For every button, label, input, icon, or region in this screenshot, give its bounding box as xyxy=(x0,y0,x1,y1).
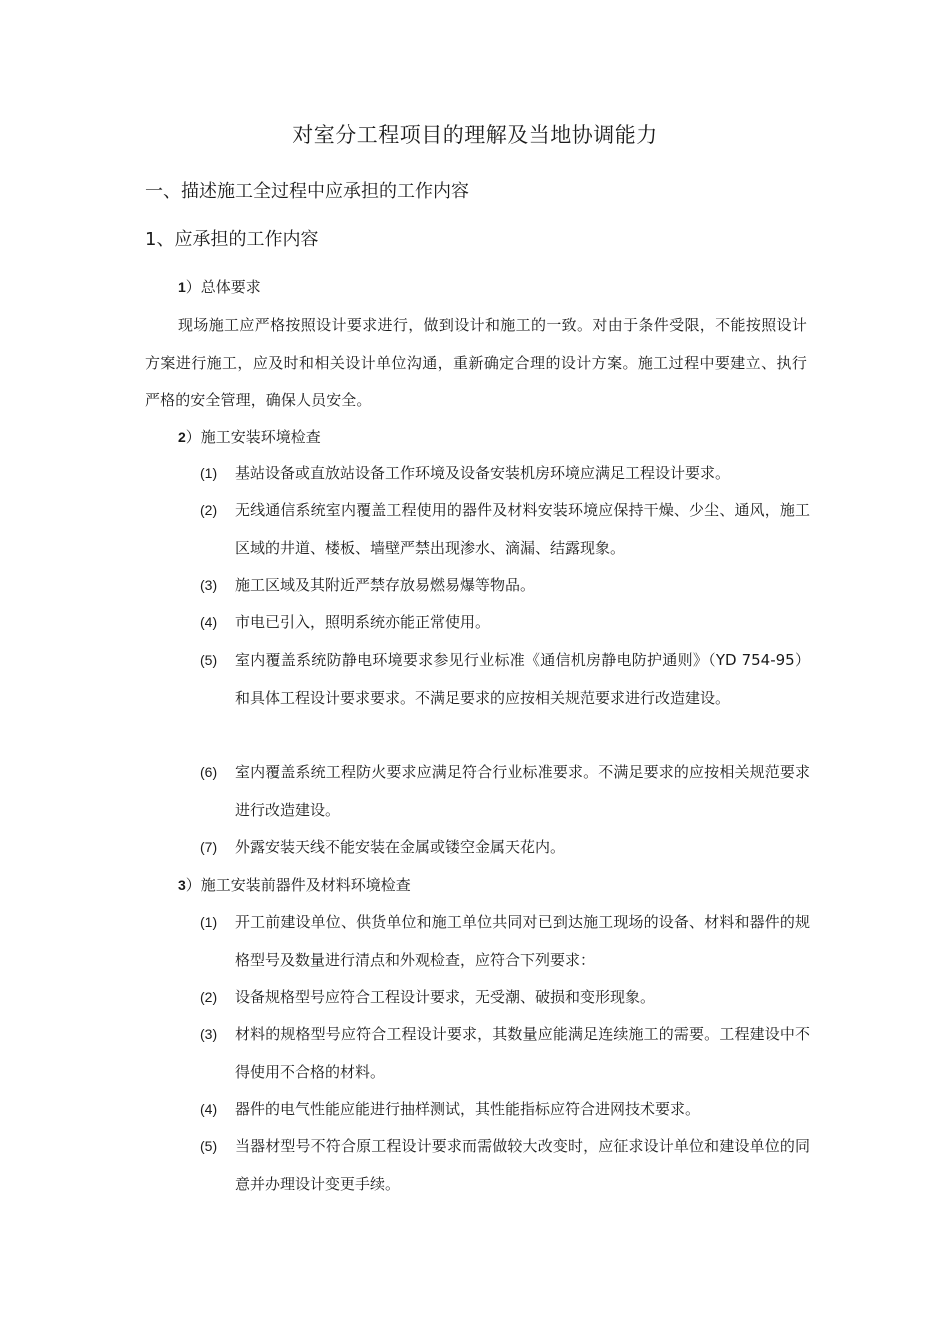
environment-check-number: 2 xyxy=(178,429,186,445)
list-item xyxy=(200,604,810,642)
list-item-number: (5) xyxy=(200,1138,218,1154)
list-item xyxy=(200,567,810,605)
subsection-heading: 1、应承担的工作内容 xyxy=(145,229,319,250)
list-item-text: 室内覆盖系统工程防火要求应满足符合行业标准要求。不满足要求的应按相关规范要求进行改造建设。 xyxy=(235,763,810,819)
overall-requirement-number: 1 xyxy=(178,279,186,295)
overall-requirement-paragraph: 现场施工应严格按照设计要求进行，做到设计和施工的一致。对由于条件受限，不能按照设计方案进行施工，应及时和相关设计单位沟通，重新确定合理的设计方案。施工过程中要建立、执行严格的安全管理，确保人员安全。 xyxy=(145,316,807,409)
list-item-number: (1) xyxy=(200,465,218,481)
list-item-number: (2) xyxy=(200,989,218,1005)
list-item-text: 当器材型号不符合原工程设计要求而需做较大改变时，应征求设计单位和建设单位的同意并办理设计变更手续。 xyxy=(235,1137,810,1193)
list-item xyxy=(200,1128,810,1203)
list-item xyxy=(200,829,810,867)
list-item-text: 设备规格型号应符合工程设计要求，无受潮、破损和变形现象。 xyxy=(235,988,656,1006)
list-item-text: 开工前建设单位、供货单位和施工单位共同对已到达施工现场的设备、材料和器件的规格型号及数量进行清点和外观检查，应符合下列要求： xyxy=(235,913,810,969)
list-item-text: 材料的规格型号应符合工程设计要求，其数量应能满足连续施工的需要。工程建设中不得使用不合格的材料。 xyxy=(235,1025,810,1081)
list-item xyxy=(200,492,810,567)
list-item-number: (4) xyxy=(200,614,218,630)
list-item-text: 室内覆盖系统防静电环境要求参见行业标准《通信机房静电防护通则》（YD 754-95）和具体工程设计要求要求。不满足要求的应按相关规范要求进行改造建设。 xyxy=(235,651,810,707)
list-item-number: (1) xyxy=(200,914,218,930)
list-item xyxy=(200,979,810,1017)
list-item-number: (6) xyxy=(200,764,218,780)
environment-check-label: ）施工安装环境检查 xyxy=(185,428,321,446)
list-item-number: (3) xyxy=(200,1026,218,1042)
list-item xyxy=(200,642,810,717)
list-item xyxy=(200,904,810,979)
list-item xyxy=(200,1091,810,1129)
environment-check-heading xyxy=(178,425,321,449)
list-item xyxy=(200,455,810,493)
document-title: 对室分工程项目的理解及当地协调能力 xyxy=(292,123,658,147)
list-item-number: (3) xyxy=(200,577,218,593)
list-item-text: 外露安装天线不能安装在金属或镂空金属天花内。 xyxy=(235,838,566,856)
list-item xyxy=(200,754,810,829)
material-check-heading xyxy=(178,873,411,897)
material-check-label: ）施工安装前器件及材料环境检查 xyxy=(185,876,411,894)
overall-requirement-heading xyxy=(178,275,261,299)
list-item-number: (7) xyxy=(200,839,218,855)
list-item-text: 无线通信系统室内覆盖工程使用的器件及材料安装环境应保持干燥、少尘、通风，施工区域的井道、楼板、墙壁严禁出现渗水、滴漏、结露现象。 xyxy=(235,501,810,557)
list-item-text: 基站设备或直放站设备工作环境及设备安装机房环境应满足工程设计要求。 xyxy=(235,464,731,482)
list-item xyxy=(200,1016,810,1091)
list-item-number: (5) xyxy=(200,652,218,668)
material-check-number: 3 xyxy=(178,877,186,893)
list-item-number: (2) xyxy=(200,502,218,518)
list-item-number: (4) xyxy=(200,1101,218,1117)
list-item-text: 市电已引入，照明系统亦能正常使用。 xyxy=(235,613,491,631)
section-heading: 一、描述施工全过程中应承担的工作内容 xyxy=(145,181,469,202)
list-item-text: 施工区域及其附近严禁存放易燃易爆等物品。 xyxy=(235,576,536,594)
list-item-text: 器件的电气性能应能进行抽样测试，其性能指标应符合进网技术要求。 xyxy=(235,1100,701,1118)
overall-requirement-label: ）总体要求 xyxy=(185,278,261,296)
